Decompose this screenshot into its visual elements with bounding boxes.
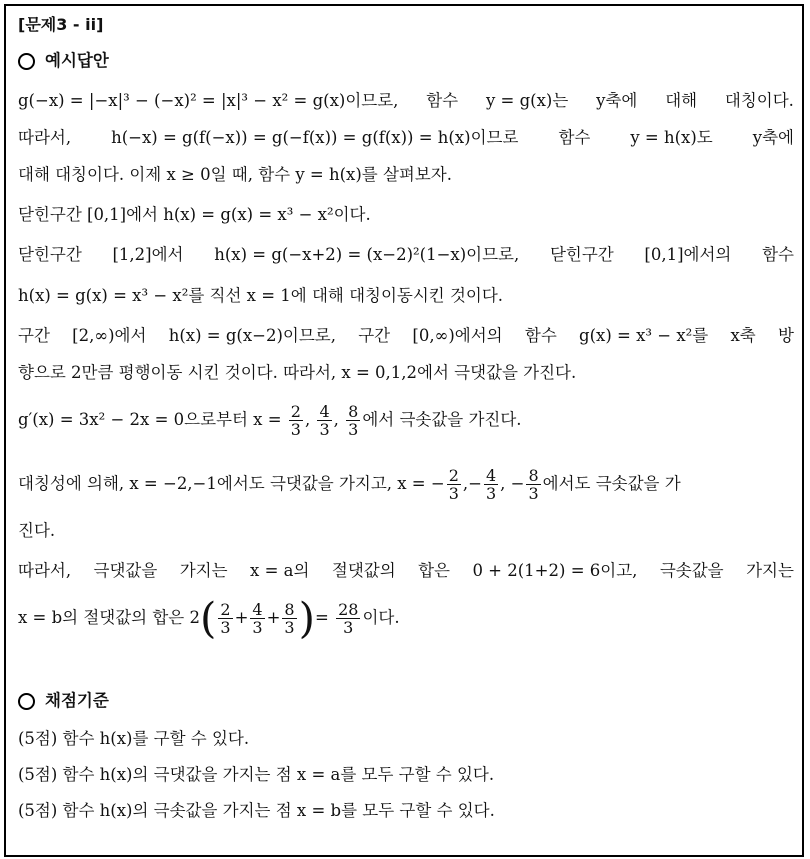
- text-segment: g(x) = x³ − x²를: [579, 326, 709, 345]
- text-segment: 대해: [665, 91, 698, 110]
- text-segment: y = g(x)는: [485, 91, 569, 110]
- criteria-heading-text: 채점기준: [45, 691, 109, 710]
- text-segment: 방: [778, 326, 794, 345]
- line-3: 대해 대칭이다. 이제 x ≥ 0일 때, 함수 y = h(x)를 살펴보자.: [18, 165, 452, 184]
- text-segment: y축에: [596, 91, 638, 110]
- criterion-3: (5점) 함수 h(x)의 극솟값을 가지는 점 x = b를 모두 구할 수 있다.: [18, 801, 495, 820]
- text-segment: 에서도 극솟값을 가: [542, 474, 681, 493]
- fraction: $\frac{2}{3}$: [290, 402, 301, 439]
- line-4: 닫힌구간 [0,1]에서 h(x) = g(x) = x³ − x²이다.: [18, 205, 371, 224]
- text-segment: x = a의: [250, 561, 310, 580]
- text-segment: 닫힌구간: [549, 245, 614, 264]
- line-11: 진다.: [18, 521, 56, 540]
- line-5: [18, 244, 794, 266]
- text-segment: g(−x) = |−x|³ − (−x)² = |x|³ − x² = g(x)이므로,: [18, 91, 399, 110]
- text-segment: 극댓값을: [93, 561, 158, 580]
- open-paren: (: [200, 593, 217, 643]
- text-segment: g′(x) = 3x² − 2x = 0으로부터 x =: [18, 410, 282, 429]
- text-segment: 가지는: [746, 561, 794, 580]
- fraction: $\frac{4}{3}$: [485, 466, 497, 503]
- text-segment: 따라서,: [18, 561, 72, 580]
- text-segment: h(x) = g(x−2)이므로,: [168, 326, 336, 345]
- text-segment: 닫힌구간: [18, 245, 82, 264]
- text-segment: 극솟값을: [659, 561, 724, 580]
- circle-bullet-icon: [18, 53, 35, 70]
- fraction: $\frac{4}{3}$: [319, 402, 330, 439]
- line-1: [18, 90, 794, 112]
- answer-heading-text: 예시답안: [45, 51, 109, 70]
- line-9: g′(x) = 3x² − 2x = 0으로부터 x = $\frac{2}{3}$ , $\frac{4}{3}$ , $\frac{8}{3}$ 에서 극솟값을 가진다.: [18, 402, 522, 439]
- problem-header: [문제3 - ii]: [18, 15, 104, 34]
- criterion-2: (5점) 함수 h(x)의 극댓값을 가지는 점 x = a를 모두 구할 수 있다.: [18, 765, 495, 784]
- text-segment: 절댓값의: [331, 561, 396, 580]
- text-segment: [0,∞)에서의: [412, 326, 503, 345]
- text-segment: y = h(x)도: [630, 128, 713, 147]
- circle-bullet-icon: [18, 693, 35, 710]
- text-segment: 대칭이다.: [724, 91, 794, 110]
- fraction: $\frac{8}{3}$: [348, 402, 359, 439]
- text-segment: [2,∞)에서: [72, 326, 147, 345]
- line-2: [18, 127, 794, 149]
- text-segment: h(x) = g(−x+2) = (x−2)²(1−x)이므로,: [214, 245, 520, 264]
- line-6: h(x) = g(x) = x³ − x²를 직선 x = 1에 대해 대칭이동시킨 것이다.: [18, 286, 504, 305]
- text-segment: 에서 극솟값을 가진다.: [362, 410, 522, 429]
- line-12: [18, 560, 794, 582]
- line-10: 대칭성에 의해, x = −2,−1에서도 극댓값을 가지고, x = − $\frac{2}{3}$ ,− $\frac{4}{3}$ , − $\frac{8}{3}$ 에서도 극솟값을 가: [18, 466, 681, 503]
- answer-heading: [18, 50, 794, 72]
- text-segment: [1,2]에서: [112, 245, 184, 264]
- text-segment: [0,1]에서의: [644, 245, 732, 264]
- text-segment: 합은: [418, 561, 450, 580]
- criterion-1: (5점) 함수 h(x)를 구할 수 있다.: [18, 729, 250, 748]
- text-segment: 함수: [524, 326, 557, 345]
- fraction-result: $\frac{28}{3}$: [338, 600, 359, 637]
- criteria-heading: [18, 690, 794, 712]
- line-7: [18, 325, 794, 347]
- text-segment: 가지는: [179, 561, 228, 580]
- line-13: x = b의 절댓값의 합은 2( $\frac{2}{3}$ + $\frac{4}{3}$ + $\frac{8}{3}$ )= $\frac{28}{3}$ 이다.: [18, 593, 400, 643]
- close-paren: ): [298, 593, 315, 643]
- line-8: 향으로 2만큼 평행이동 시킨 것이다. 따라서, x = 0,1,2에서 극댓값을 가진다.: [18, 363, 577, 382]
- fraction: $\frac{2}{3}$: [220, 600, 231, 637]
- text-segment: 구간: [358, 326, 391, 345]
- text-segment: x축: [730, 326, 756, 345]
- text-segment: x = b의 절댓값의 합은 2: [18, 608, 200, 627]
- fraction: $\frac{2}{3}$: [448, 466, 459, 503]
- text-segment: 따라서,: [18, 128, 72, 147]
- fraction: $\frac{8}{3}$: [528, 466, 539, 503]
- text-segment: h(−x) = g(f(−x)) = g(−f(x)) = g(f(x)) = h(x)이므로: [111, 128, 519, 147]
- text-segment: y축에: [752, 128, 794, 147]
- text-segment: 0 + 2(1+2) = 6이고,: [472, 561, 638, 580]
- text-segment: 함수: [762, 245, 794, 264]
- text-segment: 함수: [426, 91, 459, 110]
- text-segment: 이다.: [362, 608, 400, 627]
- fraction: $\frac{8}{3}$: [284, 600, 295, 637]
- text-segment: 구간: [18, 326, 50, 345]
- fraction: $\frac{4}{3}$: [252, 600, 263, 637]
- text-segment: 대칭성에 의해, x = −2,−1에서도 극댓값을 가지고, x = −: [18, 474, 445, 493]
- text-segment: 함수: [558, 128, 591, 147]
